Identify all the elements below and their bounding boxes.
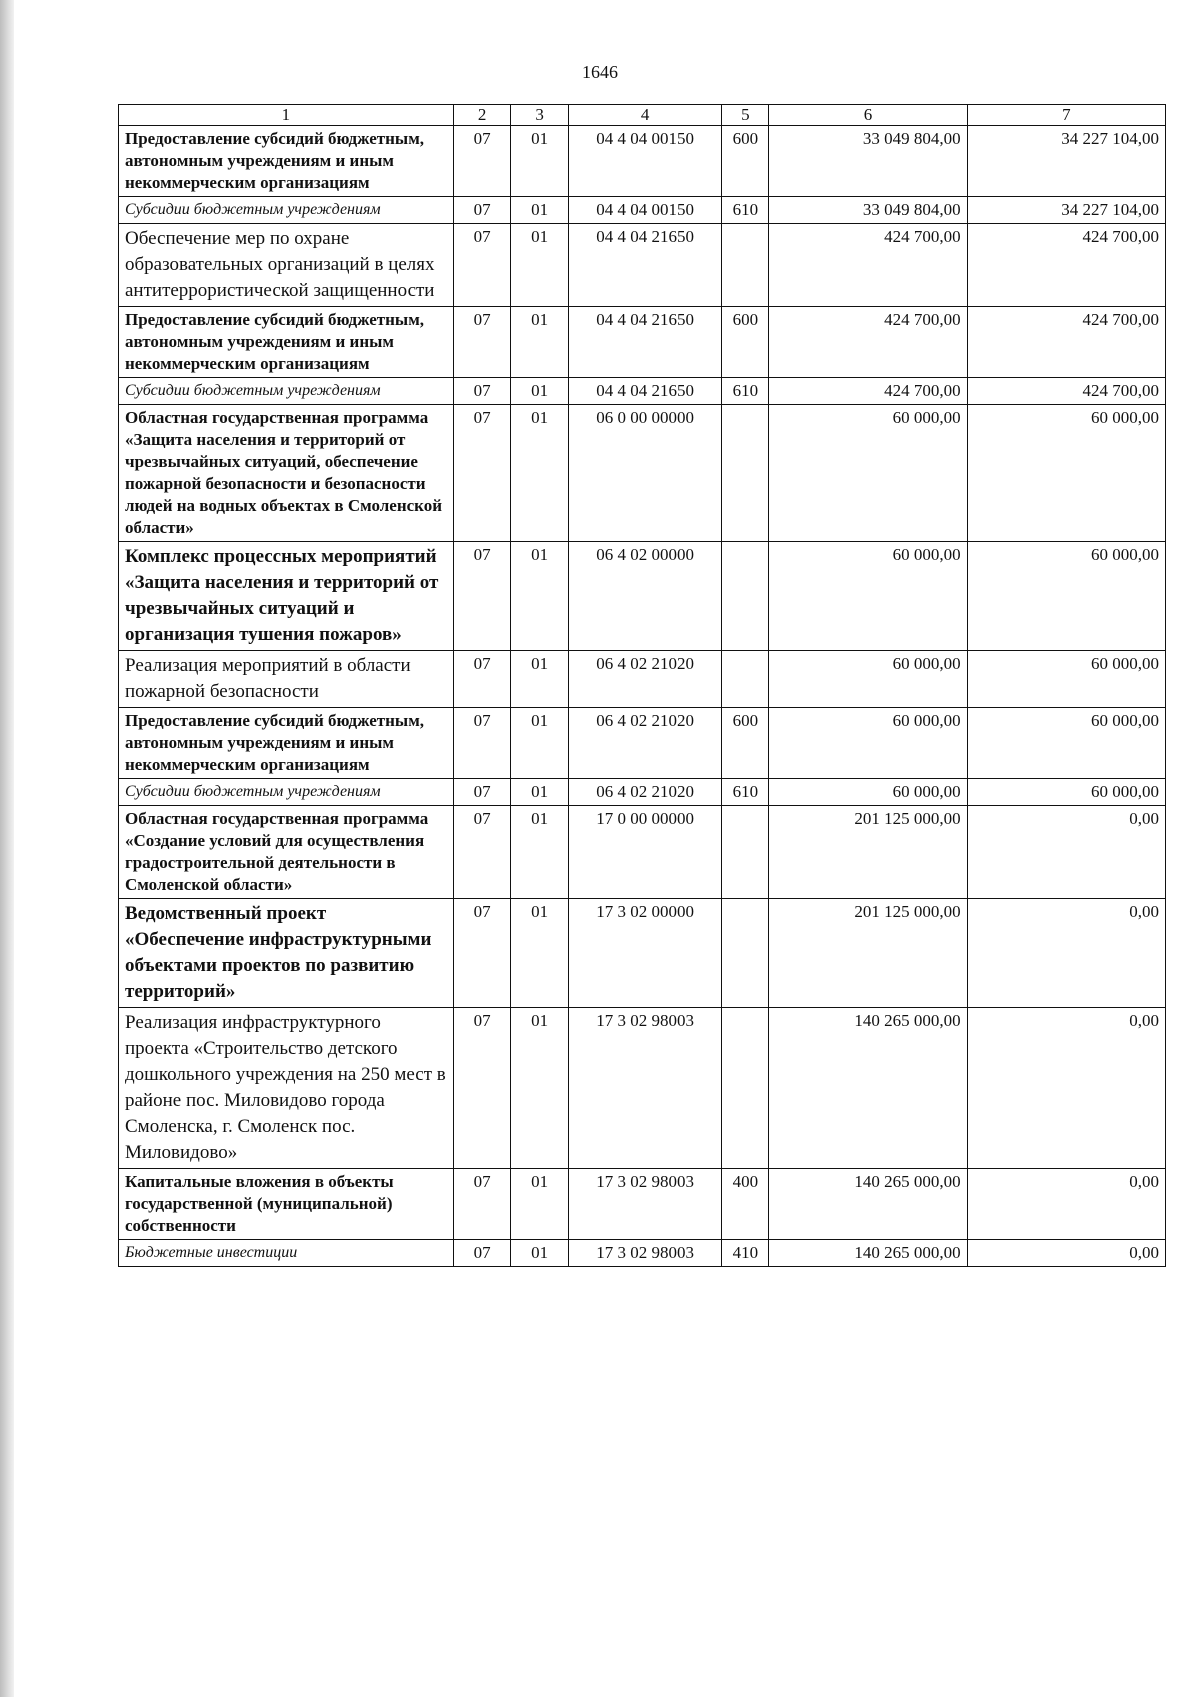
row-name: Субсидии бюджетным учреждениям bbox=[119, 378, 454, 405]
row-target-code: 06 4 02 00000 bbox=[568, 542, 722, 651]
row-target-code: 04 4 04 21650 bbox=[568, 307, 722, 378]
row-name: Областная государственная программа «Создание условий для осуществления градостроительной деятельности в Смоленской области» bbox=[119, 806, 454, 899]
table-row bbox=[119, 708, 1166, 779]
row-expense-type: 600 bbox=[722, 307, 769, 378]
row-name: Реализация мероприятий в области пожарной безопасности bbox=[119, 651, 454, 708]
row-name: Предоставление субсидий бюджетным, автономным учреждениям и иным некоммерческим организациям bbox=[119, 126, 454, 197]
row-amount-year1: 201 125 000,00 bbox=[769, 899, 967, 1008]
row-name: Бюджетные инвестиции bbox=[119, 1240, 454, 1267]
row-subsection: 01 bbox=[511, 1008, 569, 1169]
row-expense-type: 610 bbox=[722, 378, 769, 405]
row-amount-year1: 424 700,00 bbox=[769, 307, 967, 378]
scan-edge bbox=[0, 0, 14, 1697]
table-row bbox=[119, 126, 1166, 197]
row-target-code: 17 3 02 98003 bbox=[568, 1169, 722, 1240]
row-subsection: 01 bbox=[511, 708, 569, 779]
row-subsection: 01 bbox=[511, 197, 569, 224]
header-row bbox=[119, 105, 1166, 126]
row-amount-year2: 0,00 bbox=[967, 1240, 1165, 1267]
row-amount-year1: 140 265 000,00 bbox=[769, 1240, 967, 1267]
row-amount-year1: 60 000,00 bbox=[769, 405, 967, 542]
row-expense-type: 400 bbox=[722, 1169, 769, 1240]
row-section: 07 bbox=[453, 126, 511, 197]
col-header-5: 5 bbox=[722, 105, 769, 126]
col-header-3: 3 bbox=[511, 105, 569, 126]
row-subsection: 01 bbox=[511, 224, 569, 307]
row-target-code: 04 4 04 00150 bbox=[568, 197, 722, 224]
row-amount-year2: 60 000,00 bbox=[967, 779, 1165, 806]
row-section: 07 bbox=[453, 1008, 511, 1169]
row-subsection: 01 bbox=[511, 1169, 569, 1240]
row-name: Субсидии бюджетным учреждениям bbox=[119, 197, 454, 224]
row-expense-type: 610 bbox=[722, 197, 769, 224]
row-target-code: 17 3 02 00000 bbox=[568, 899, 722, 1008]
row-expense-type bbox=[722, 405, 769, 542]
row-name: Обеспечение мер по охране образовательных организаций в целях антитеррористической защищенности bbox=[119, 224, 454, 307]
row-expense-type bbox=[722, 806, 769, 899]
table-row bbox=[119, 405, 1166, 542]
row-expense-type bbox=[722, 899, 769, 1008]
row-target-code: 06 4 02 21020 bbox=[568, 651, 722, 708]
row-amount-year2: 424 700,00 bbox=[967, 307, 1165, 378]
row-target-code: 06 0 00 00000 bbox=[568, 405, 722, 542]
row-name: Предоставление субсидий бюджетным, автономным учреждениям и иным некоммерческим организациям bbox=[119, 708, 454, 779]
row-name: Предоставление субсидий бюджетным, автономным учреждениям и иным некоммерческим организациям bbox=[119, 307, 454, 378]
row-expense-type: 610 bbox=[722, 779, 769, 806]
row-expense-type bbox=[722, 542, 769, 651]
row-amount-year2: 0,00 bbox=[967, 1169, 1165, 1240]
row-section: 07 bbox=[453, 197, 511, 224]
row-expense-type bbox=[722, 651, 769, 708]
row-subsection: 01 bbox=[511, 1240, 569, 1267]
table-row bbox=[119, 197, 1166, 224]
row-section: 07 bbox=[453, 806, 511, 899]
row-subsection: 01 bbox=[511, 307, 569, 378]
row-amount-year1: 60 000,00 bbox=[769, 779, 967, 806]
table-row bbox=[119, 307, 1166, 378]
table-row bbox=[119, 1240, 1166, 1267]
table-row bbox=[119, 1008, 1166, 1169]
row-expense-type: 410 bbox=[722, 1240, 769, 1267]
col-header-4: 4 bbox=[568, 105, 722, 126]
row-expense-type bbox=[722, 224, 769, 307]
row-amount-year2: 60 000,00 bbox=[967, 651, 1165, 708]
row-amount-year2: 60 000,00 bbox=[967, 708, 1165, 779]
row-amount-year1: 60 000,00 bbox=[769, 542, 967, 651]
row-amount-year1: 60 000,00 bbox=[769, 708, 967, 779]
row-amount-year2: 60 000,00 bbox=[967, 405, 1165, 542]
row-subsection: 01 bbox=[511, 542, 569, 651]
row-amount-year2: 34 227 104,00 bbox=[967, 126, 1165, 197]
row-section: 07 bbox=[453, 378, 511, 405]
row-amount-year2: 424 700,00 bbox=[967, 378, 1165, 405]
row-section: 07 bbox=[453, 542, 511, 651]
row-target-code: 04 4 04 21650 bbox=[568, 224, 722, 307]
row-expense-type: 600 bbox=[722, 126, 769, 197]
row-target-code: 17 3 02 98003 bbox=[568, 1008, 722, 1169]
row-amount-year2: 34 227 104,00 bbox=[967, 197, 1165, 224]
row-section: 07 bbox=[453, 1240, 511, 1267]
budget-table bbox=[118, 104, 1166, 1267]
row-target-code: 04 4 04 21650 bbox=[568, 378, 722, 405]
table-row bbox=[119, 806, 1166, 899]
table-row bbox=[119, 651, 1166, 708]
row-section: 07 bbox=[453, 1169, 511, 1240]
row-target-code: 17 3 02 98003 bbox=[568, 1240, 722, 1267]
row-target-code: 04 4 04 00150 bbox=[568, 126, 722, 197]
table-row bbox=[119, 899, 1166, 1008]
row-subsection: 01 bbox=[511, 779, 569, 806]
row-subsection: 01 bbox=[511, 378, 569, 405]
row-subsection: 01 bbox=[511, 899, 569, 1008]
row-target-code: 06 4 02 21020 bbox=[568, 708, 722, 779]
col-header-1: 1 bbox=[119, 105, 454, 126]
row-target-code: 06 4 02 21020 bbox=[568, 779, 722, 806]
table-row bbox=[119, 224, 1166, 307]
row-section: 07 bbox=[453, 651, 511, 708]
row-name: Областная государственная программа «Защита населения и территорий от чрезвычайных ситуаций, обеспечение пожарной безопасности и безопасности людей на водных объектах в Смоленской области» bbox=[119, 405, 454, 542]
table-row bbox=[119, 1169, 1166, 1240]
row-section: 07 bbox=[453, 405, 511, 542]
row-expense-type: 600 bbox=[722, 708, 769, 779]
row-name: Капитальные вложения в объекты государственной (муниципальной) собственности bbox=[119, 1169, 454, 1240]
row-amount-year2: 424 700,00 bbox=[967, 224, 1165, 307]
row-name: Ведомственный проект «Обеспечение инфраструктурными объектами проектов по развитию территорий» bbox=[119, 899, 454, 1008]
col-header-6: 6 bbox=[769, 105, 967, 126]
row-amount-year1: 424 700,00 bbox=[769, 224, 967, 307]
row-subsection: 01 bbox=[511, 126, 569, 197]
row-name: Комплекс процессных мероприятий «Защита населения и территорий от чрезвычайных ситуаций и организация тушения пожаров» bbox=[119, 542, 454, 651]
col-header-7: 7 bbox=[967, 105, 1165, 126]
row-amount-year1: 33 049 804,00 bbox=[769, 197, 967, 224]
row-amount-year2: 0,00 bbox=[967, 899, 1165, 1008]
table-row bbox=[119, 378, 1166, 405]
row-amount-year2: 60 000,00 bbox=[967, 542, 1165, 651]
row-subsection: 01 bbox=[511, 806, 569, 899]
row-section: 07 bbox=[453, 899, 511, 1008]
row-section: 07 bbox=[453, 224, 511, 307]
table-row bbox=[119, 779, 1166, 806]
row-target-code: 17 0 00 00000 bbox=[568, 806, 722, 899]
row-amount-year1: 33 049 804,00 bbox=[769, 126, 967, 197]
row-name: Субсидии бюджетным учреждениям bbox=[119, 779, 454, 806]
page-number: 1646 bbox=[582, 62, 618, 82]
row-amount-year1: 140 265 000,00 bbox=[769, 1169, 967, 1240]
row-section: 07 bbox=[453, 779, 511, 806]
row-amount-year2: 0,00 bbox=[967, 1008, 1165, 1169]
row-subsection: 01 bbox=[511, 651, 569, 708]
table-row bbox=[119, 542, 1166, 651]
row-amount-year1: 201 125 000,00 bbox=[769, 806, 967, 899]
row-amount-year1: 424 700,00 bbox=[769, 378, 967, 405]
row-name: Реализация инфраструктурного проекта «Строительство детского дошкольного учреждения на 250 мест в районе пос. Миловидово города Смоленска, г. Смоленск пос. Миловидово» bbox=[119, 1008, 454, 1169]
row-amount-year1: 140 265 000,00 bbox=[769, 1008, 967, 1169]
row-section: 07 bbox=[453, 708, 511, 779]
row-section: 07 bbox=[453, 307, 511, 378]
row-subsection: 01 bbox=[511, 405, 569, 542]
col-header-2: 2 bbox=[453, 105, 511, 126]
row-amount-year1: 60 000,00 bbox=[769, 651, 967, 708]
row-expense-type bbox=[722, 1008, 769, 1169]
row-amount-year2: 0,00 bbox=[967, 806, 1165, 899]
